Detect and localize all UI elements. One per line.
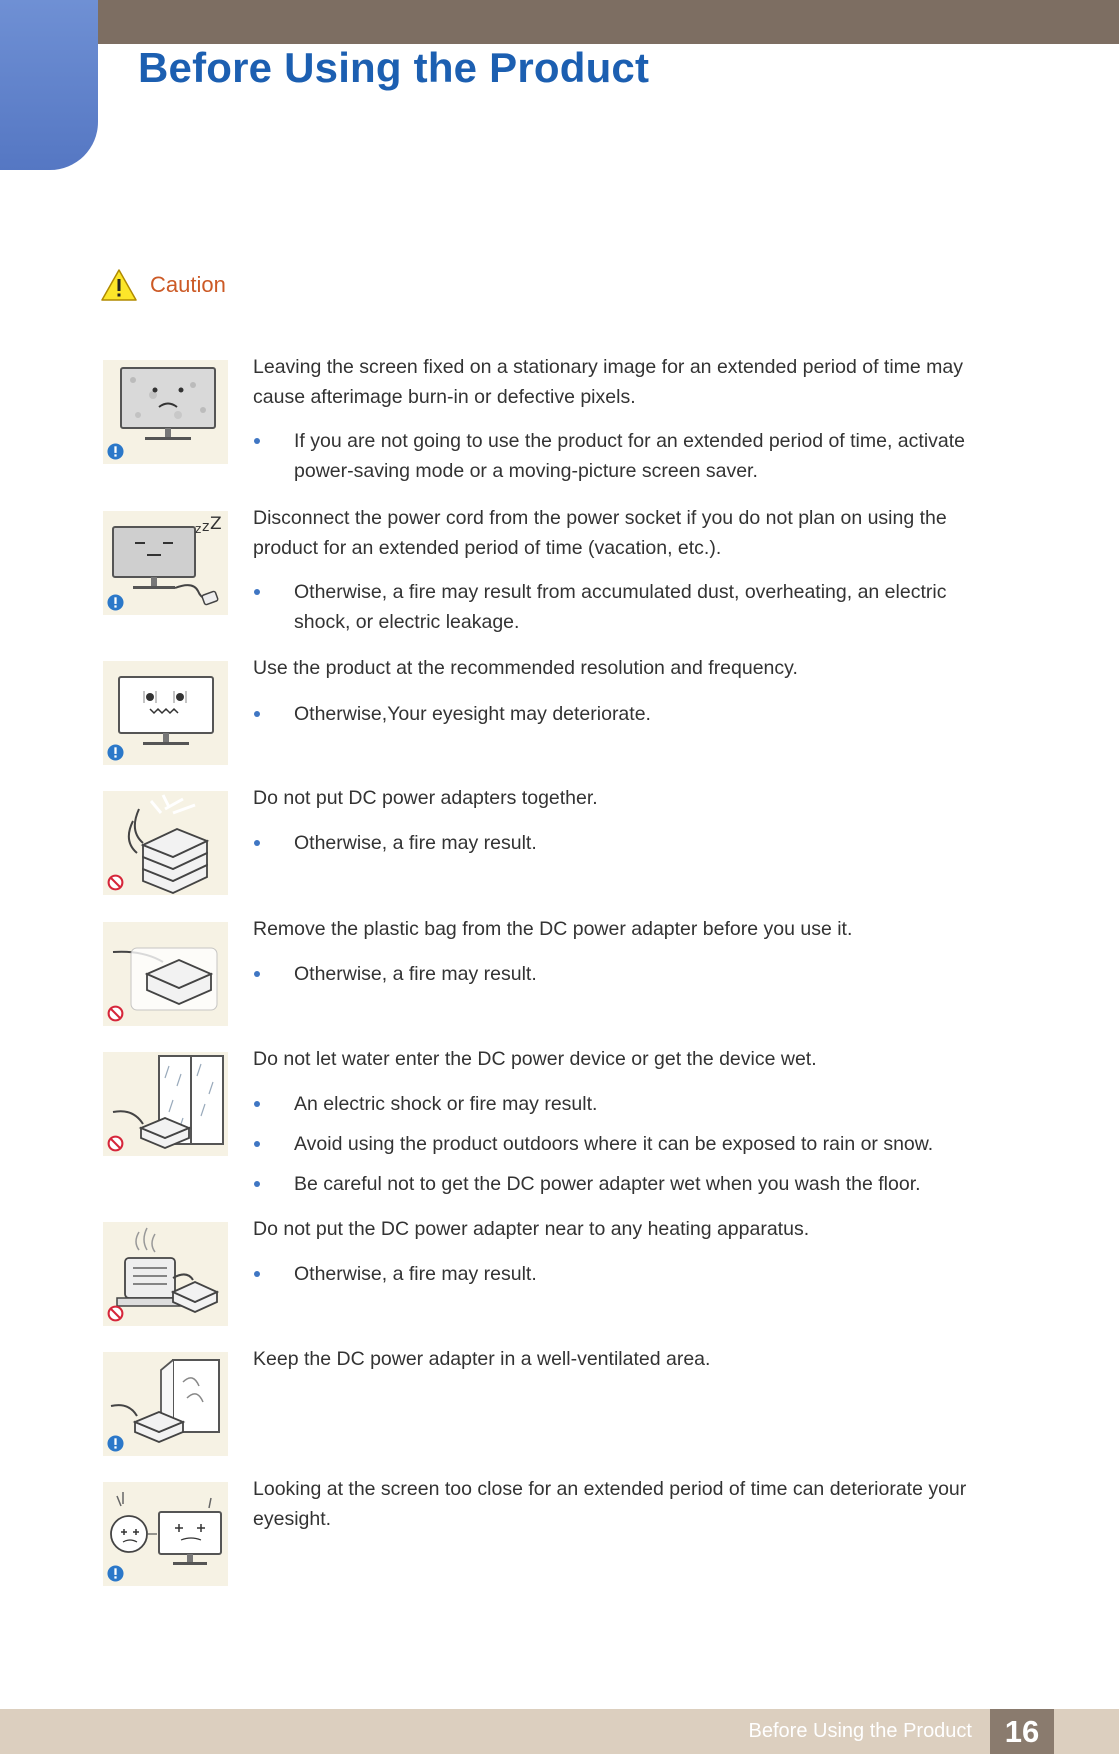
illustration-stacked-adapters [103, 791, 228, 895]
header-bar [0, 0, 1119, 44]
illustration-adapter-in-bag [103, 922, 228, 1026]
bullet-item: Avoid using the product outdoors where it can be exposed to rain or snow. [253, 1129, 983, 1159]
info-icon [107, 443, 124, 460]
illustration-dizzy-monitor [103, 661, 228, 765]
item-text: Do not put DC power adapters together. [253, 787, 598, 809]
caution-label: Caution [150, 272, 226, 297]
footer-section-title: Before Using the Product [748, 1720, 972, 1742]
prohibited-icon [107, 1305, 124, 1322]
illustration-monitor-burn-in [103, 360, 228, 464]
svg-text:z: z [202, 519, 210, 535]
item-text: Do not put the DC power adapter near to any heating apparatus. [253, 1218, 810, 1240]
item-text: Looking at the screen too close for an extended period of time can deteriorate your eyesight. [253, 1478, 967, 1530]
bullet-item: Be careful not to get the DC power adapter wet when you wash the floor. [253, 1169, 983, 1199]
item-text: Use the product at the recommended resolution and frequency. [253, 657, 798, 679]
bullet-item: Otherwise, a fire may result from accumulated dust, overheating, an electric shock, or electric leakage. [253, 577, 983, 637]
svg-text:Z: Z [210, 514, 222, 534]
item-text: Remove the plastic bag from the DC power adapter before you use it. [253, 918, 853, 940]
illustration-adapter-rain-window [103, 1052, 228, 1156]
bullet-item: If you are not going to use the product for an extended period of time, activate power-saving mode or a moving-picture screen saver. [253, 426, 983, 486]
chapter-tab [0, 0, 98, 170]
bullet-item: Otherwise, a fire may result. [253, 959, 983, 989]
illustration-person-too-close-monitor [103, 1482, 228, 1586]
prohibited-icon [107, 1005, 124, 1022]
item-text: Disconnect the power cord from the power socket if you do not plan on using the product for an extended period of time (vacation, etc.). [253, 507, 947, 559]
info-icon [107, 594, 124, 611]
bullet-item: Otherwise,Your eyesight may deteriorate. [253, 699, 983, 729]
info-icon [107, 1565, 124, 1582]
prohibited-icon [107, 1135, 124, 1152]
warning-triangle-icon [100, 268, 138, 302]
illustration-adapter-open-window [103, 1352, 228, 1456]
svg-text:z: z [195, 522, 202, 536]
illustration-sleeping-monitor [103, 511, 228, 615]
prohibited-icon [107, 874, 124, 891]
caution-heading [100, 268, 226, 302]
page-number: 16 [990, 1709, 1054, 1754]
item-text: Leaving the screen fixed on a stationary image for an extended period of time may cause afterimage burn-in or defective pixels. [253, 356, 963, 408]
bullet-item: Otherwise, a fire may result. [253, 1259, 983, 1289]
bullet-item: Otherwise, a fire may result. [253, 828, 983, 858]
illustration-adapter-near-heater [103, 1222, 228, 1326]
footer-bar [0, 1709, 1119, 1754]
info-icon [107, 744, 124, 761]
bullet-item: An electric shock or fire may result. [253, 1089, 983, 1119]
item-text: Do not let water enter the DC power device or get the device wet. [253, 1048, 817, 1070]
info-icon [107, 1435, 124, 1452]
page-title: Before Using the Product [138, 44, 650, 91]
item-text: Keep the DC power adapter in a well-ventilated area. [253, 1348, 711, 1370]
